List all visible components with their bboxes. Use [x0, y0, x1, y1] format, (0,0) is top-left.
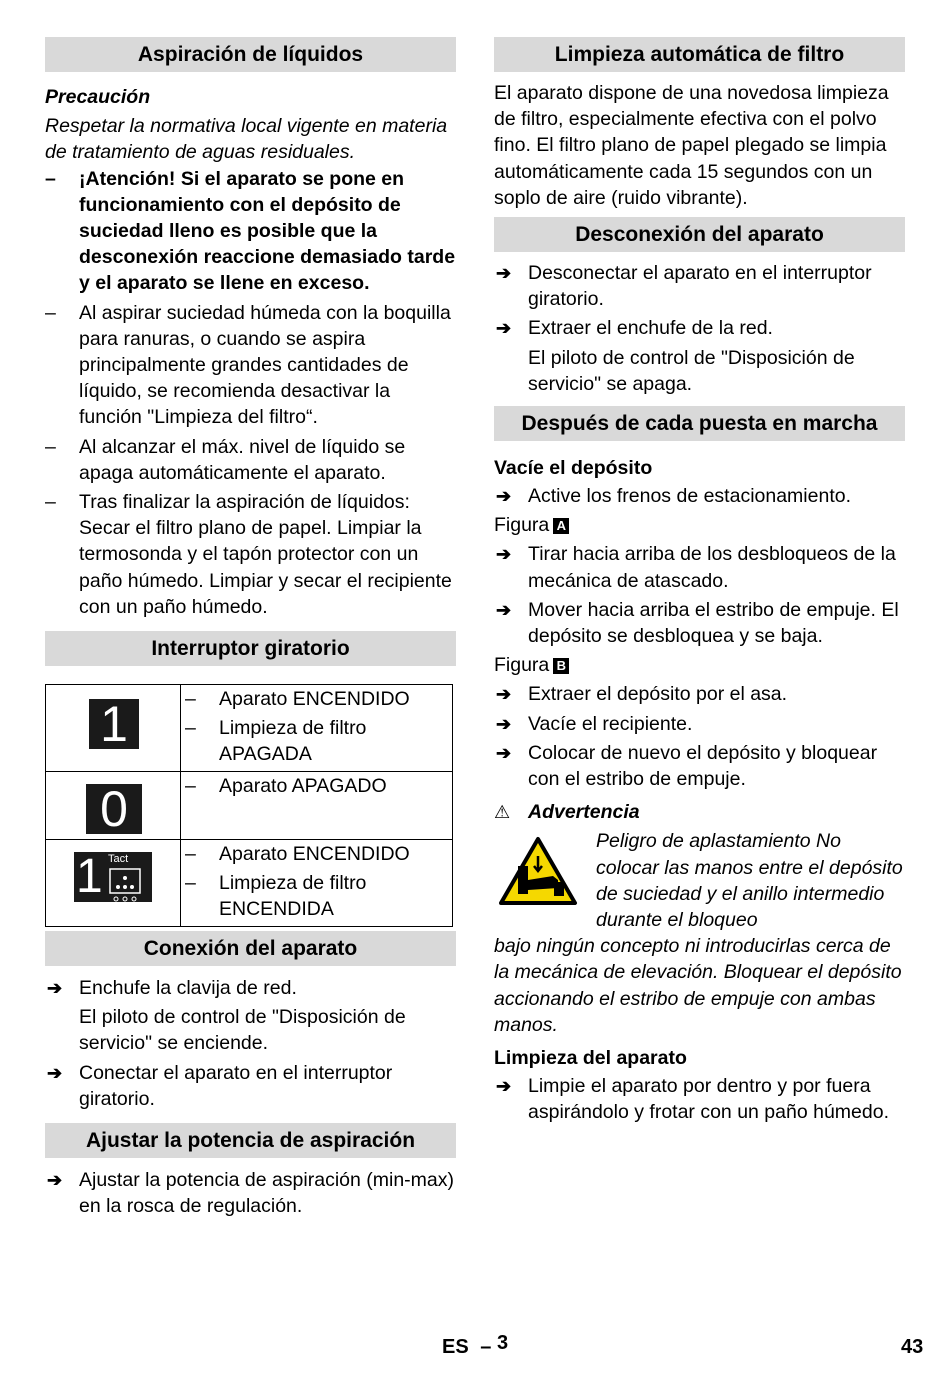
arrow-icon: ➔ — [47, 978, 63, 999]
step-item: ➔ Colocar de nuevo el depósito y bloquear con el estribo de empuje. — [496, 741, 878, 791]
section-heading: Interruptor giratorio — [45, 631, 456, 666]
section-heading: Después de cada puesta en marcha — [494, 406, 905, 441]
footer-section-page: 3 — [496, 1332, 509, 1354]
figure-reference: Figura A — [494, 512, 905, 538]
step-item: ➔ Desconectar el aparato en el interruptor giratorio. — [496, 262, 872, 311]
warning-heading: ⚠ Advertencia — [494, 799, 905, 825]
description-cell — [181, 772, 453, 840]
arrow-icon: ➔ — [496, 742, 512, 763]
description-cell — [181, 840, 453, 927]
section-heading: Aspiración de líquidos — [45, 37, 456, 72]
step-item: ➔ Extraer el depósito por el asa. — [494, 681, 905, 707]
tact-label: Tact — [108, 853, 129, 866]
step-item: ➔ Conectar el aparato en el interruptor giratorio. — [47, 1061, 393, 1110]
position-tact-digit: 1 — [76, 850, 103, 904]
arrow-icon: ➔ — [47, 1062, 63, 1083]
footer-language: ES — [442, 1336, 469, 1358]
step-item: ➔ Limpie el aparato por dentro y por fuera aspirándolo y frotar con un paño húmedo. — [496, 1075, 889, 1124]
warning-bullet: – ¡Atención! Si el aparato se pone en funcionamiento con el depósito de suciedad lleno es posible que la desconexión reaccione demasiado tarde y el aparato se llene en exceso. — [45, 166, 456, 297]
figure-a-icon: A — [553, 518, 569, 534]
arrow-icon: ➔ — [496, 486, 512, 507]
arrow-icon: ➔ — [496, 599, 512, 620]
hand-crush-hazard-icon — [498, 836, 578, 906]
step-item: ➔ Mover hacia arriba el estribo de empuje. El depósito se desbloquea y se baja. — [496, 598, 899, 648]
step-item: ➔ Vacíe el recipiente. — [494, 711, 905, 737]
warning-text: Peligro de aplastamiento No colocar las manos entre el depósito de suciedad y el anillo intermedio durante el bloqueo — [596, 830, 903, 932]
symbol-cell — [46, 840, 181, 927]
step-item: ➔ Active los frenos de estacionamiento. — [494, 483, 905, 509]
warning-block — [494, 828, 905, 1038]
table-row — [46, 685, 453, 772]
step-item: ➔ Enchufe la clavija de red. — [45, 975, 456, 1001]
subheading: Limpieza del aparato — [494, 1047, 687, 1070]
list-item: – Al aspirar suciedad húmeda con la boquilla para ranuras, o cuando se aspira principalmente grandes cantidades de líquido, se recomienda desactivar la función "Limpieza del filtro“. — [45, 300, 456, 431]
warning-text-continued: bajo ningún concepto ni introducirlas cerca de la mecánica de elevación. Bloquear el depósito accionando el estribo de empuje con ambas manos. — [494, 935, 902, 1036]
page-number: 43 — [901, 1336, 924, 1358]
table-row — [46, 772, 453, 840]
caution-label: Precaución — [45, 86, 151, 108]
step-note: El piloto de control de "Disposición de servicio" se apaga. — [528, 346, 855, 395]
list-item: – Aparato ENCENDIDO — [185, 686, 444, 712]
figure-b-icon: B — [553, 658, 569, 674]
step-note: El piloto de control de "Disposición de servicio" se enciende. — [79, 1006, 406, 1055]
arrow-icon: ➔ — [496, 713, 512, 734]
section-heading: Conexión del aparato — [45, 931, 456, 966]
position-tact-icon — [74, 852, 152, 902]
list-item: – Limpieza de filtro APAGADA — [185, 715, 444, 767]
arrow-icon: ➔ — [496, 544, 512, 565]
list-item: – Aparato ENCENDIDO — [185, 841, 444, 867]
arrow-icon: ➔ — [496, 263, 512, 284]
caution-text: Respetar la normativa local vigente en materia de tratamiento de aguas residuales. — [45, 115, 448, 164]
subheading: Vacíe el depósito — [494, 457, 653, 480]
arrow-icon: ➔ — [496, 1076, 512, 1097]
arrow-icon: ➔ — [496, 684, 512, 705]
symbol-cell — [46, 685, 181, 772]
step-item: ➔ Ajustar la potencia de aspiración (min-max) en la rosca de regulación. — [47, 1169, 454, 1218]
tact-dots-icon — [106, 866, 146, 902]
symbol-cell — [46, 772, 181, 840]
position-off-icon: 0 — [86, 784, 142, 834]
footer-dash: – — [480, 1336, 492, 1358]
section-heading: Ajustar la potencia de aspiración — [45, 1123, 456, 1158]
table-row — [46, 840, 453, 927]
switch-positions-table — [45, 684, 453, 927]
step-item: ➔ Tirar hacia arriba de los desbloqueos de la mecánica de atascado. — [496, 543, 896, 592]
section-heading: Desconexión del aparato — [494, 217, 905, 252]
arrow-icon: ➔ — [47, 1170, 63, 1191]
section-heading: Limpieza automática de filtro — [494, 37, 905, 72]
list-item: – Limpieza de filtro ENCENDIDA — [185, 870, 444, 922]
right-column — [494, 37, 905, 1126]
list-item: – Aparato APAGADO — [185, 773, 444, 799]
left-column — [45, 37, 456, 1219]
description-cell — [181, 685, 453, 772]
warning-triangle-icon: ⚠ — [494, 802, 511, 823]
position-on-icon: 1 — [89, 699, 139, 749]
list-item: – Tras finalizar la aspiración de líquidos: Secar el filtro plano de papel. Limpiar la termosonda y el tapón protector con un paño húmedo. Limpiar y secar el recipiente con un paño húmedo. — [45, 489, 456, 620]
arrow-icon: ➔ — [496, 318, 512, 339]
paragraph: El aparato dispone de una novedosa limpieza de filtro, especialmente efectiva con el polvo fino. El filtro plano de papel plegado se limpia automáticamente cada 15 segundos con un soplo de aire (ruido vibrante). — [494, 82, 889, 209]
list-item: – Al alcanzar el máx. nivel de líquido se apaga automáticamente el aparato. — [45, 434, 456, 486]
figure-reference: Figura B — [494, 652, 905, 678]
footer-section-marker — [442, 1332, 509, 1359]
step-item: ➔ Extraer el enchufe de la red. — [494, 315, 905, 341]
